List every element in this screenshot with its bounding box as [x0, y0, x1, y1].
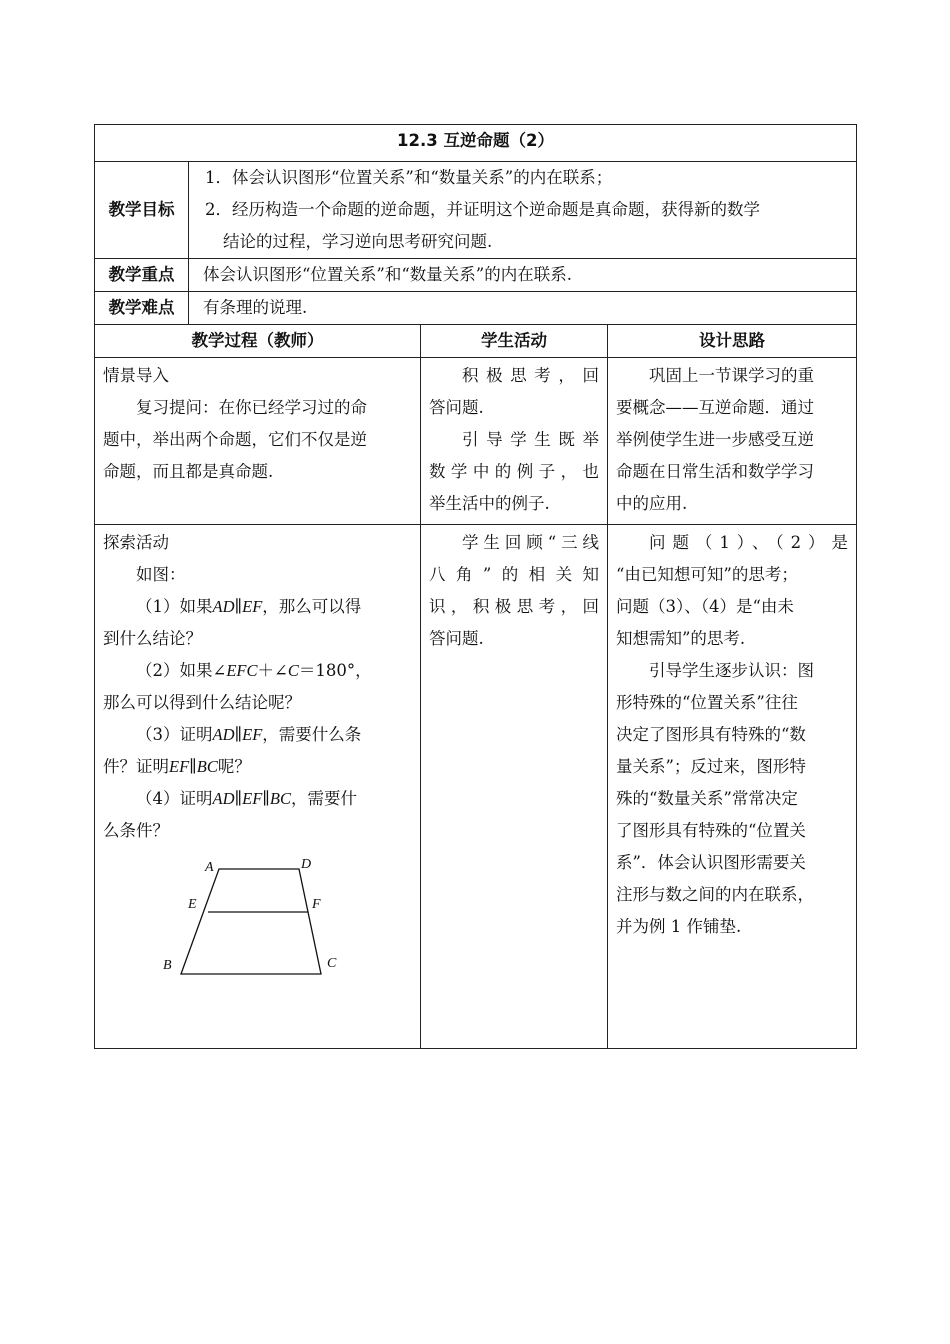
- question-1-line-2: 到什么结论？: [103, 629, 202, 648]
- situation-design-line-1: 巩固上一节课学习的重: [649, 366, 814, 385]
- exploration-design-line-1: 问题（1）、（2）是: [649, 533, 848, 552]
- question-4-text-b: ，需要什: [290, 789, 357, 808]
- question-3: [103, 719, 412, 751]
- question-4-math: AD∥EF∥BC: [212, 789, 291, 808]
- question-1-text-b: ，那么可以得: [262, 597, 362, 616]
- exploration-design-line-5: 引导学生逐步认识：图: [649, 661, 814, 680]
- difficulty-text: 有条理的说理.: [189, 292, 857, 325]
- exploration-student-line-3: 识，积极思考，回: [429, 597, 599, 616]
- exploration-design-cell: [608, 525, 857, 1049]
- question-3-math: AD∥EF: [212, 725, 263, 744]
- question-2-line-2: 那么可以得到什么结论呢？: [103, 693, 301, 712]
- label-e: E: [188, 897, 197, 912]
- objective-item-2-continued: 结论的过程，学习逆向思考研究问题.: [223, 232, 493, 251]
- situation-student-line-5: 举生活中的例子.: [429, 494, 550, 513]
- objective-item-1: 1．体会认识图形“位置关系”和“数量关系”的内在联系；: [205, 168, 613, 187]
- exploration-intro: 如图：: [136, 565, 186, 584]
- label-c: C: [327, 956, 337, 971]
- key-point-text: 体会认识图形“位置关系”和“数量关系”的内在联系.: [189, 259, 857, 292]
- difficulty-label: 教学难点: [95, 292, 189, 325]
- question-3-line-2-b: 呢？: [217, 757, 251, 776]
- lesson-title: 12.3 互逆命题（2）: [95, 125, 857, 162]
- title-row: [95, 125, 857, 162]
- label-b: B: [163, 958, 172, 973]
- question-1: [103, 591, 412, 623]
- question-4: [103, 783, 412, 815]
- situation-student-line-2: 答问题.: [429, 398, 484, 417]
- objectives-content: [189, 162, 857, 259]
- question-3-line-2: [103, 751, 412, 783]
- exploration-student-cell: [421, 525, 608, 1049]
- situation-design-line-5: 中的应用.: [616, 494, 688, 513]
- trapezoid-figure: [151, 857, 351, 987]
- question-3-line-2-a: 件？证明: [103, 757, 169, 776]
- header-design: 设计思路: [608, 325, 857, 358]
- situation-text-line-2: 题中，举出两个命题，它们不仅是逆: [103, 430, 367, 449]
- question-2-math-2: C: [287, 661, 299, 680]
- objectives-row: [95, 162, 857, 259]
- lesson-plan-document: [94, 124, 856, 1049]
- exploration-heading: 探索活动: [103, 533, 169, 552]
- question-3-text-b: ，需要什么条: [262, 725, 362, 744]
- exploration-design-line-8: 量关系”；反过来，图形特: [616, 757, 806, 776]
- question-4-line-2: 么条件？: [103, 821, 169, 840]
- objectives-label: 教学目标: [95, 162, 189, 259]
- header-student: 学生活动: [421, 325, 608, 358]
- question-1-math: AD∥EF: [212, 597, 263, 616]
- question-2: [103, 655, 412, 687]
- question-1-text-a: （1）如果: [136, 597, 213, 616]
- exploration-teacher-cell: [95, 525, 421, 1049]
- label-d: D: [301, 857, 312, 872]
- trapezoid-outline: [181, 869, 321, 974]
- situation-design-line-3: 举例使学生进一步感受互逆: [616, 430, 814, 449]
- question-3-text-a: （3）证明: [136, 725, 213, 744]
- lesson-plan-table: [94, 124, 857, 1049]
- column-header-row: [95, 325, 857, 358]
- trapezoid-diagram: [151, 857, 351, 987]
- question-2-text-b: ＋∠: [257, 661, 288, 680]
- situation-heading: 情景导入: [103, 366, 169, 385]
- situation-design-cell: [608, 358, 857, 525]
- situation-text-line-3: 命题，而且都是真命题.: [103, 462, 274, 481]
- question-2-text-c: ＝180°，: [298, 661, 372, 680]
- situation-student-cell: [421, 358, 608, 525]
- exploration-design-line-9: 殊的“数量关系”常常决定: [616, 789, 798, 808]
- exploration-design-line-2: “由已知想可知”的思考；: [616, 565, 798, 584]
- situation-teacher-cell: [95, 358, 421, 525]
- situation-text-line-1: 复习提问：在你已经学习过的命: [136, 398, 367, 417]
- question-2-text-a: （2）如果∠: [136, 661, 227, 680]
- key-point-label: 教学重点: [95, 259, 189, 292]
- section-exploration-row: [95, 525, 857, 1049]
- objective-item-2: 2．经历构造一个命题的逆命题，并证明这个逆命题是真命题，获得新的数学: [205, 200, 760, 219]
- situation-student-line-1: 积极思考，回: [462, 366, 599, 385]
- exploration-design-line-3: 问题（3）、（4）是“由未: [616, 597, 794, 616]
- exploration-design-line-6: 形特殊的“位置关系”往往: [616, 693, 798, 712]
- exploration-design-line-4: 知想需知”的思考.: [616, 629, 746, 648]
- key-point-row: [95, 259, 857, 292]
- label-a: A: [205, 860, 214, 875]
- exploration-design-line-12: 注形与数之间的内在联系，: [616, 885, 814, 904]
- exploration-design-line-13: 并为例 1 作铺垫.: [616, 917, 742, 936]
- exploration-student-line-1: 学生回顾“三线: [462, 533, 599, 552]
- difficulty-row: [95, 292, 857, 325]
- section-situation-row: [95, 358, 857, 525]
- situation-design-line-2: 要概念——互逆命题．通过: [616, 398, 814, 417]
- question-2-math-1: EFC: [226, 661, 258, 680]
- situation-student-line-3: 引导学生既举: [462, 430, 599, 449]
- exploration-student-line-4: 答问题.: [429, 629, 484, 648]
- exploration-design-line-7: 决定了图形具有特殊的“数: [616, 725, 806, 744]
- exploration-student-line-2: 八角”的相关知: [429, 565, 599, 584]
- situation-design-line-4: 命题在日常生活和数学学习: [616, 462, 814, 481]
- question-4-text-a: （4）证明: [136, 789, 213, 808]
- header-teacher: 教学过程（教师）: [95, 325, 421, 358]
- exploration-design-line-11: 系”．体会认识图形需要关: [616, 853, 806, 872]
- exploration-design-line-10: 了图形具有特殊的“位置关: [616, 821, 806, 840]
- question-3-math-2: EF∥BC: [169, 757, 218, 776]
- situation-student-line-4: 数学中的例子，也: [429, 462, 599, 481]
- label-f: F: [312, 897, 321, 912]
